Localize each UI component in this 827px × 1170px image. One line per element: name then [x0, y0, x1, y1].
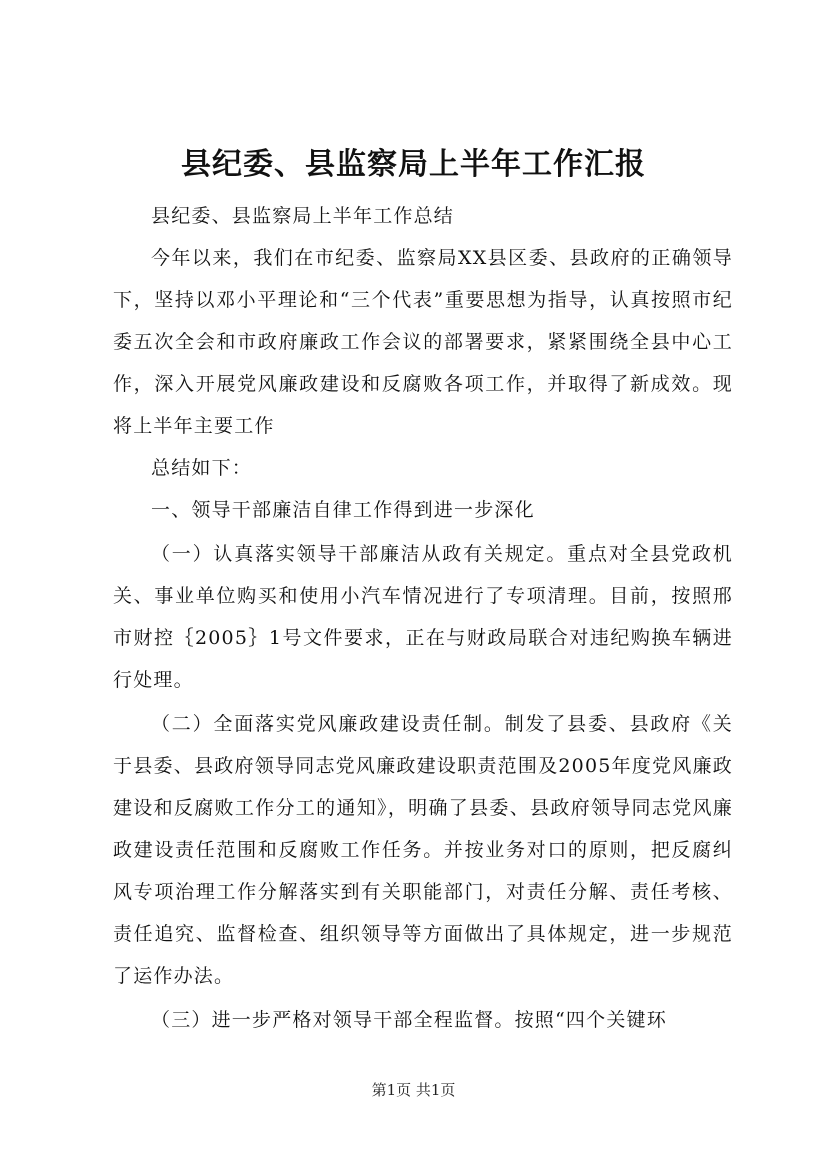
document-body	[113, 195, 733, 1041]
intro-paragraph: 今年以来，我们在市纪委、监察局XX县区委、县政府的正确领导下，坚持以邓小平理论和“三个代表”重要思想为指导，认真按照市纪委五次全会和市政府廉政工作会议的部署要求，紧紧围绕全县中心工作，深入开展党风廉政建设和反腐败各项工作，并取得了新成效。现将上半年主要工作	[113, 247, 733, 437]
subtitle-paragraph: 县纪委、县监察局上半年工作总结	[151, 205, 455, 227]
summary-lead-paragraph: 总结如下：	[151, 457, 253, 479]
document-title: 县纪委、县监察局上半年工作汇报	[181, 147, 646, 182]
subsection-paragraph-1: （一）认真落实领导干部廉洁从政有关规定。重点对全县党政机关、事业单位购买和使用小汽车情况进行了专项清理。目前，按照邢市财控｛2005｝1号文件要求，正在与财政局联合对违纪购换车辆进行处理。	[113, 543, 733, 691]
subsection-paragraph-2: （二）全面落实党风廉政建设责任制。制发了县委、县政府《关于县委、县政府领导同志党风廉政建设职责范围及2005年度党风廉政建设和反腐败工作分工的通知》，明确了县委、县政府领导同志党风廉政建设责任范围和反腐败工作任务。并按业务对口的原则，把反腐纠风专项治理工作分解落实到有关职能部门，对责任分解、责任考核、责任追究、监督检查、组织领导等方面做出了具体规定，进一步规范了运作办法。	[113, 713, 733, 987]
subsection-paragraph-3: （三）进一步严格对领导干部全程监督。按照“四个关键环	[151, 1009, 667, 1031]
page-footer: 第1页 共1页	[371, 1081, 456, 1099]
section-heading-1: 一、领导干部廉洁自律工作得到进一步深化	[151, 499, 535, 521]
